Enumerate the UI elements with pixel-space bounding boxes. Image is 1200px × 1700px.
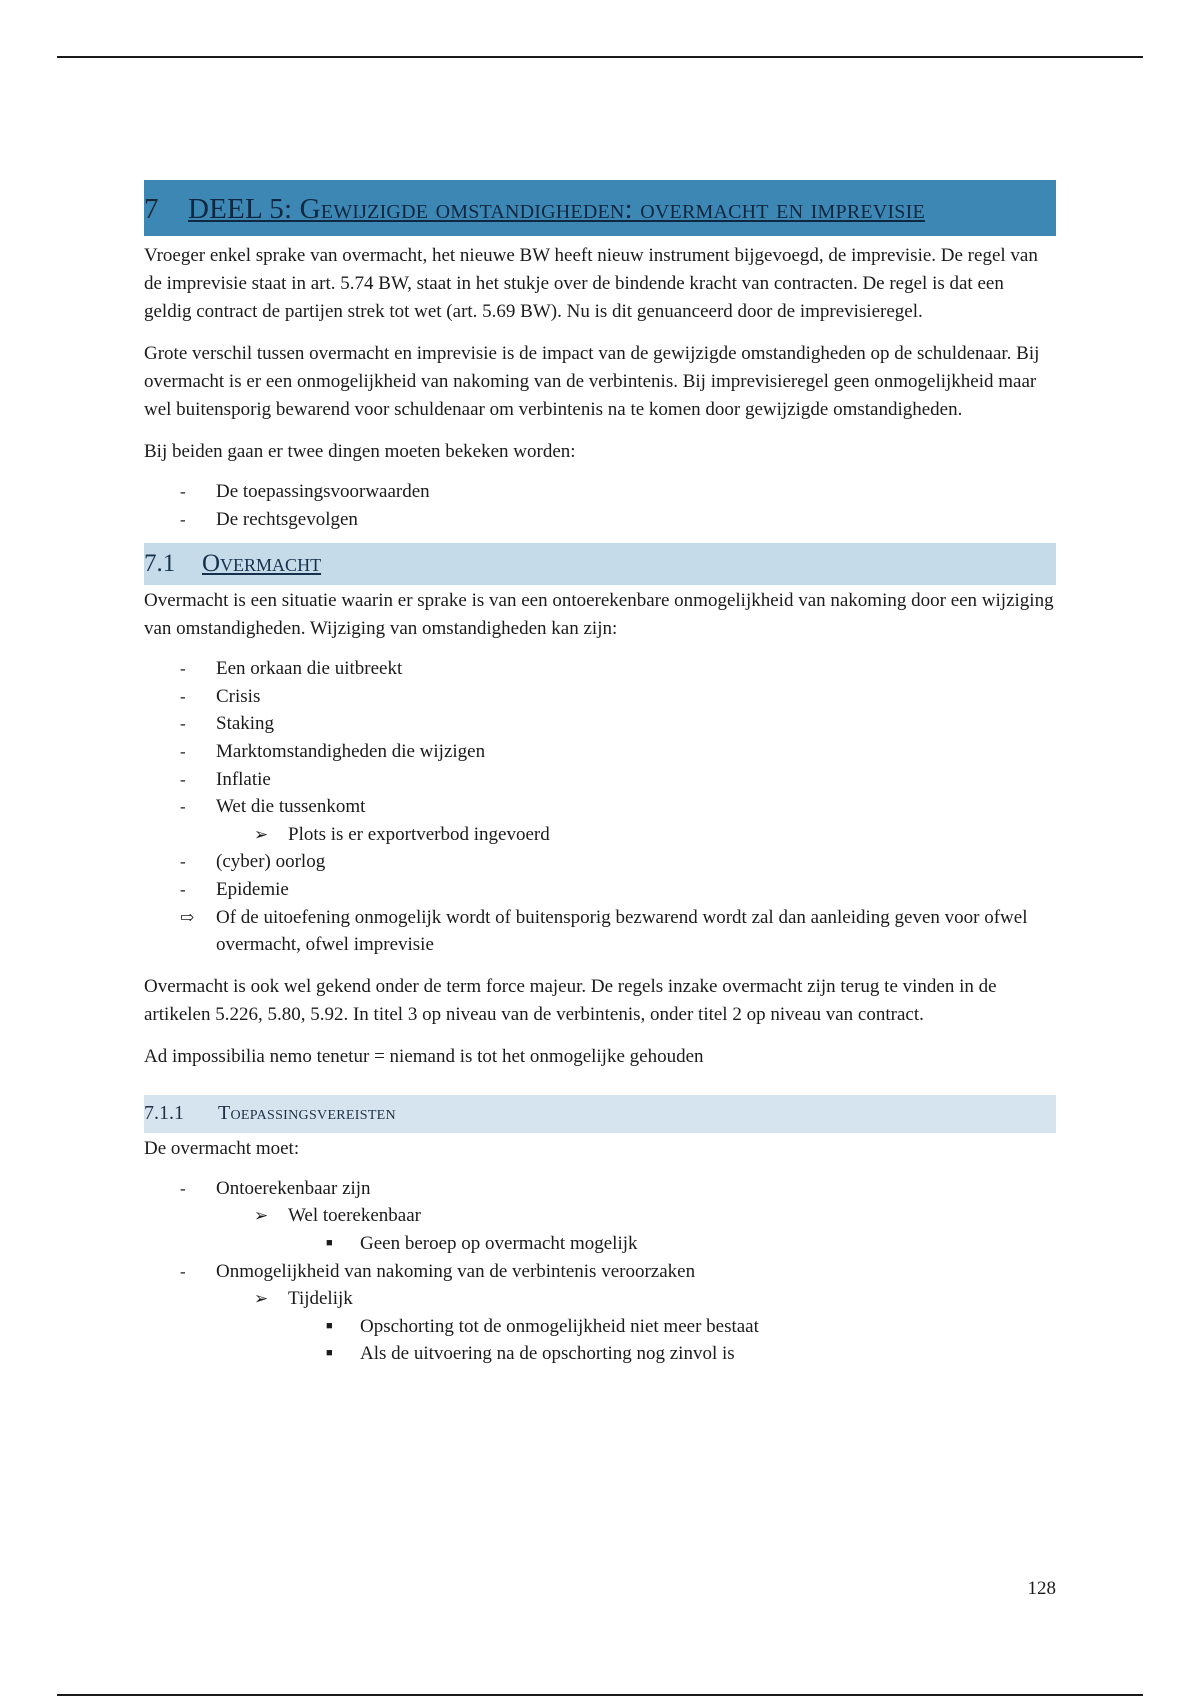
dash-bullet: - [180,509,186,529]
list-item: - Een orkaan die uitbreekt [144,655,1056,683]
dash-bullet: - [180,797,186,817]
header-rule [57,56,1143,58]
list-item: ■ Opschorting tot de onmogelijkheid niet meer bestaat [144,1313,1056,1341]
list-item: - De toepassingsvoorwaarden [144,478,1056,506]
list-item: - De rechtsgevolgen [144,506,1056,534]
dash-bullet: - [180,686,186,706]
section-heading-7-1 [144,543,1056,585]
list-item: - Marktomstandigheden die wijzigen [144,738,1056,766]
subsection-heading-7-1-1 [144,1095,1056,1133]
arrowhead-bullet-icon: ➢ [254,1206,269,1226]
intro-paragraph: Grote verschil tussen overmacht en imprevisie is de impact van de gewijzigde omstandigheden op de schuldenaar. Bij overmacht is er een onmogelijkheid van nakoming van de verbintenis. Bij imprevisieregel geen onmogelijkheid maar wel buitensporig bewarend voor schuldenaar om verbintenis na te komen door gewijzigde omstandigheden. [144,343,1040,420]
intro-list [144,478,1056,533]
subsection-number: 7.1.1 [144,1102,184,1125]
list-item: ⇨ Of de uitoefening onmogelijk wordt of buitensporig bezwarend wordt zal dan aanleiding geven voor ofwel overmacht, ofwel imprevisie [144,904,1056,959]
square-bullet-icon: ■ [326,1236,333,1249]
outline-arrow-icon: ⇨ [180,907,195,927]
dash-bullet: - [180,852,186,872]
list-item: ➢ Wel toerekenbaar [144,1202,1056,1230]
list-item: ■ Geen beroep op overmacht mogelijk [144,1230,1056,1258]
chapter-number: 7 [144,193,159,225]
section-paragraph: Overmacht is ook wel gekend onder de term force majeur. De regels inzake overmacht zijn terug te vinden in de artikelen 5.226, 5.80, 5.92. In titel 3 op niveau van de verbintenis, onder titel 2 op niveau van contract. [144,975,997,1025]
chapter-title: DEEL 5: Gewijzigde omstandigheden: overmacht en imprevisie [188,193,925,225]
square-bullet-icon: ■ [326,1347,333,1360]
list-item: ➢ Tijdelijk [144,1285,1056,1313]
list-item: - Onmogelijkheid van nakoming van de verbintenis veroorzaken [144,1258,1056,1286]
list-item: ■ Als de uitvoering na de opschorting nog zinvol is [144,1340,1056,1368]
page-content [144,180,1056,1368]
section-number: 7.1 [144,550,176,578]
dash-bullet: - [180,482,186,501]
dash-bullet: - [180,1178,186,1198]
list-item: - Staking [144,710,1056,738]
square-bullet-icon: ■ [326,1319,333,1332]
arrowhead-bullet-icon: ➢ [254,824,269,844]
list-item: - (cyber) oorlog [144,848,1056,876]
chapter-heading [144,180,1056,236]
arrowhead-bullet-icon: ➢ [254,1289,269,1309]
subsection-paragraph: De overmacht moet: [144,1137,300,1159]
intro-paragraph: Vroeger enkel sprake van overmacht, het nieuwe BW heeft nieuw instrument bijgevoegd, de imprevisie. De regel van de imprevisie staat in art. 5.74 BW, staat in het stukje over de bindende kracht van contracten. De regel is dat een geldig contract de partijen strek tot wet (art. 5.69 BW). Nu is dit genuanceerd door de imprevisieregel. [144,245,1038,322]
intro-paragraph: Bij beiden gaan er twee dingen moeten bekeken worden: [144,441,576,462]
list-item: - Crisis [144,683,1056,711]
dash-bullet: - [180,659,186,679]
list-item: - Inflatie [144,766,1056,794]
list-item: - Ontoerekenbaar zijn [144,1175,1056,1203]
section-paragraph: Overmacht is een situatie waarin er sprake is van een ontoerekenbare onmogelijkheid van nakoming door een wijziging van omstandigheden. Wijziging van omstandigheden kan zijn: [144,590,1054,640]
list-item: - Wet die tussenkomt [144,793,1056,821]
section-title: Overmacht [202,550,322,578]
dash-bullet: - [180,1261,186,1281]
dash-bullet: - [180,879,186,899]
subsection-title: Toepassingsvereisten [218,1102,396,1125]
page-number: 128 [1027,1578,1056,1599]
section-paragraph: Ad impossibilia nemo tenetur = niemand is tot het onmogelijke gehouden [144,1045,704,1067]
dash-bullet: - [180,741,186,761]
dash-bullet: - [180,714,186,734]
list-item: ➢ Plots is er exportverbod ingevoerd [144,821,1056,849]
footer-rule [57,1694,1143,1696]
requirements-list [144,1175,1056,1368]
dash-bullet: - [180,769,186,789]
circumstances-list [144,655,1056,959]
list-item: - Epidemie [144,876,1056,904]
